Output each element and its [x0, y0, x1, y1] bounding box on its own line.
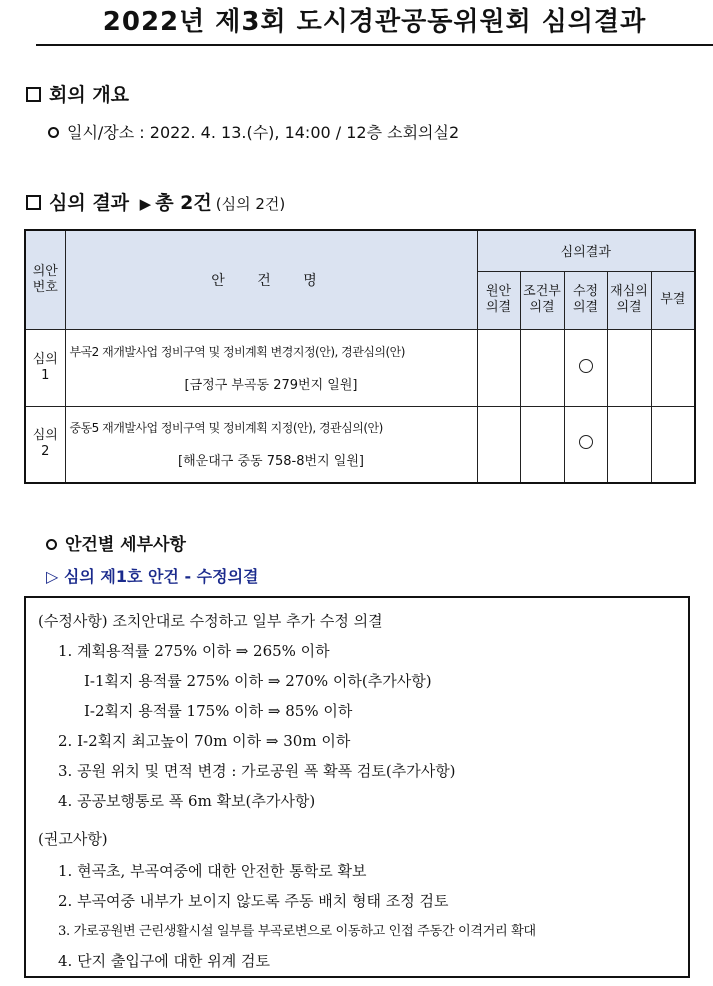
- checkbox-square-icon: [26, 87, 41, 102]
- section-result-heading: 심의 결과 ▶ 총 2건 (심의 2건): [26, 188, 285, 215]
- detail-line: (수정사항) 조치안대로 수정하고 일부 추가 수정 의결: [38, 612, 383, 630]
- detail-line: Ⅰ-1획지 용적률 275% 이하 ⇒ 270% 이하(추가사항): [84, 672, 432, 690]
- table-row: [25, 406, 695, 483]
- circle-mark-icon: [579, 359, 593, 373]
- details-agenda: ▷ 심의 제1호 안건 - 수정의결: [46, 567, 259, 586]
- row-mark: [564, 329, 607, 406]
- detail-line: 3. 가로공원변 근린생활시설 일부를 부곡로변으로 이동하고 인접 주동간 이격거리 확대: [58, 924, 536, 939]
- row-location: [금정구 부곡동 279번지 일원]: [184, 377, 358, 393]
- header-result-col: 재심의 의결: [607, 271, 651, 329]
- detail-line: 4. 공공보행통로 폭 6m 확보(추가사항): [58, 792, 316, 810]
- arrow-right-icon: ▶: [139, 195, 152, 213]
- circle-bullet-icon: [46, 539, 57, 550]
- detail-line: 2. 부곡여중 내부가 보이지 않도록 주동 배치 형태 조정 검토: [58, 892, 449, 910]
- table-row: [25, 329, 695, 406]
- header-result: 심의결과: [477, 230, 695, 271]
- overview-datetime-place: 일시/장소 : 2022. 4. 13.(수), 14:00 / 12층 소회의실2: [48, 120, 459, 143]
- section-overview-heading: 회의 개요: [26, 80, 129, 107]
- checkbox-square-icon: [26, 195, 41, 210]
- detail-line: 4. 단지 출입구에 대한 위계 검토: [58, 952, 271, 970]
- header-result-col: 조건부 의결: [520, 271, 564, 329]
- detail-line: 1. 계획용적률 275% 이하 ⇒ 265% 이하: [58, 642, 330, 660]
- row-mark: [564, 406, 607, 483]
- row-name-cell: [65, 406, 477, 483]
- details-box: [24, 596, 690, 978]
- row-number: 심의 2: [25, 406, 65, 483]
- row-name: 부곡2 재개발사업 정비구역 및 정비계획 변경지정(안), 경관심의(안): [69, 344, 405, 359]
- detail-line: 3. 공원 위치 및 면적 변경 : 가로공원 폭 확폭 검토(추가사항): [58, 762, 456, 780]
- row-location: [해운대구 중동 758-8번지 일원]: [178, 454, 364, 470]
- detail-line: (권고사항): [38, 830, 108, 848]
- detail-line: 1. 현곡초, 부곡여중에 대한 안전한 통학로 확보: [58, 862, 367, 880]
- detail-line: 2. Ⅰ-2획지 최고높이 70m 이하 ⇒ 30m 이하: [58, 732, 351, 750]
- circle-mark-icon: [579, 435, 593, 449]
- header-name: 안 건 명: [65, 230, 477, 329]
- header-result-col: 수정 의결: [564, 271, 607, 329]
- row-name-cell: [65, 329, 477, 406]
- row-name: 중동5 재개발사업 정비구역 및 정비계획 지정(안), 경관심의(안): [69, 421, 383, 436]
- detail-line: Ⅰ-2획지 용적률 175% 이하 ⇒ 85% 이하: [84, 702, 353, 720]
- header-result-col: 부결: [651, 271, 695, 329]
- row-number: 심의 1: [25, 329, 65, 406]
- circle-bullet-icon: [48, 127, 59, 138]
- header-result-col: 원안 의결: [477, 271, 520, 329]
- result-table: [24, 229, 696, 484]
- details-heading: 안건별 세부사항: [46, 530, 186, 555]
- page-title: 2022년 제3회 도시경관공동위원회 심의결과: [36, 4, 713, 46]
- header-number: 의안 번호: [25, 230, 65, 329]
